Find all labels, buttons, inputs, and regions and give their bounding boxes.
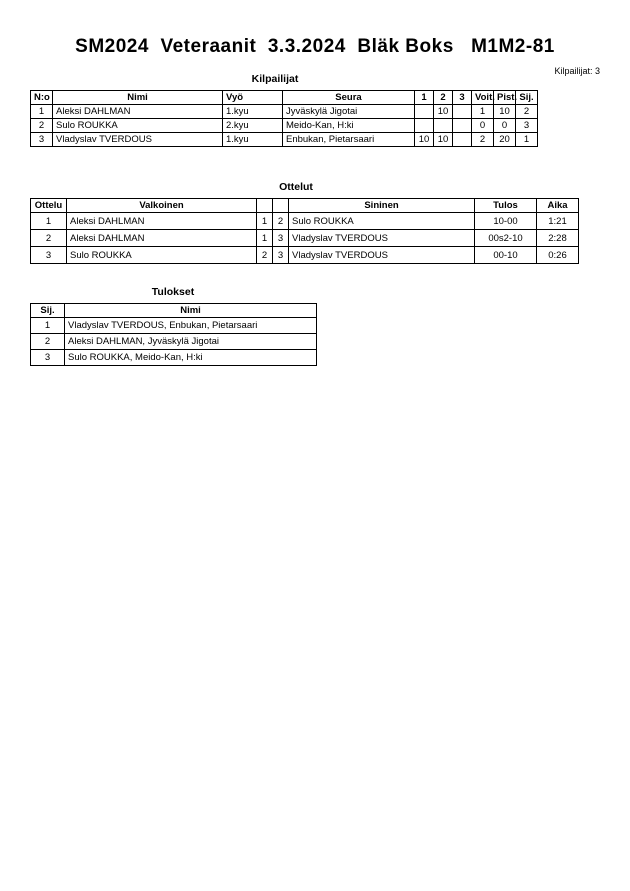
table-header-row <box>31 199 579 213</box>
table-row <box>31 230 579 247</box>
cell-name: Sulo ROUKKA <box>53 119 223 133</box>
cell-match: 3 <box>31 247 67 264</box>
column-header-belt: Vyö <box>223 91 283 105</box>
competitors-section <box>30 73 538 147</box>
results-heading: Tulokset <box>151 286 195 298</box>
column-header-blue-no <box>273 199 289 213</box>
cell-name: Aleksi DAHLMAN <box>53 105 223 119</box>
cell-no: 2 <box>31 119 53 133</box>
cell-points: 20 <box>494 133 516 147</box>
table-row <box>31 334 317 350</box>
cell-belt: 1.kyu <box>223 133 283 147</box>
table-row <box>31 105 538 119</box>
cell-rank: 2 <box>31 334 65 350</box>
matches-heading: Ottelut <box>279 181 313 193</box>
cell-no: 3 <box>31 133 53 147</box>
cell-points: 0 <box>494 119 516 133</box>
cell-points: 10 <box>494 105 516 119</box>
cell-no: 1 <box>31 105 53 119</box>
matches-table <box>30 198 579 264</box>
column-header-match-3: 3 <box>453 91 472 105</box>
cell-white-no: 1 <box>257 230 273 247</box>
competitors-heading: Kilpailijat <box>251 73 299 85</box>
column-header-white: Valkoinen <box>67 199 257 213</box>
cell-match-3 <box>453 105 472 119</box>
cell-match-2 <box>434 119 453 133</box>
cell-rank: 2 <box>516 105 538 119</box>
column-header-name: Nimi <box>65 304 317 318</box>
column-header-wins: Voit. <box>472 91 494 105</box>
column-header-name: Nimi <box>53 91 223 105</box>
column-header-blue: Sininen <box>289 199 475 213</box>
cell-blue-no: 2 <box>273 213 289 230</box>
table-row <box>31 133 538 147</box>
cell-club: Meido-Kan, H:ki <box>283 119 415 133</box>
cell-wins: 1 <box>472 105 494 119</box>
cell-white-no: 2 <box>257 247 273 264</box>
cell-rank: 1 <box>31 318 65 334</box>
cell-belt: 2.kyu <box>223 119 283 133</box>
column-header-rank: Sij. <box>516 91 538 105</box>
cell-time: 1:21 <box>537 213 579 230</box>
cell-white: Sulo ROUKKA <box>67 247 257 264</box>
cell-name: Vladyslav TVERDOUS, Enbukan, Pietarsaari <box>65 318 317 334</box>
cell-result: 00s2-10 <box>475 230 537 247</box>
cell-match: 1 <box>31 213 67 230</box>
cell-result: 00-10 <box>475 247 537 264</box>
matches-section <box>30 181 579 264</box>
column-header-points: Pist. <box>494 91 516 105</box>
table-row <box>31 213 579 230</box>
cell-match-1: 10 <box>415 133 434 147</box>
cell-white-no: 1 <box>257 213 273 230</box>
cell-blue: Vladyslav TVERDOUS <box>289 230 475 247</box>
column-header-rank: Sij. <box>31 304 65 318</box>
table-header-row <box>31 91 538 105</box>
page-title: SM2024 Veteraanit 3.3.2024 Bläk Boks M1M2-81 <box>75 36 555 57</box>
cell-rank: 3 <box>31 350 65 366</box>
column-header-match-2: 2 <box>434 91 453 105</box>
cell-name: Vladyslav TVERDOUS <box>53 133 223 147</box>
cell-blue: Vladyslav TVERDOUS <box>289 247 475 264</box>
competitor-count-label: Kilpailijat: 3 <box>554 66 600 76</box>
competitors-table <box>30 90 538 147</box>
cell-blue-no: 3 <box>273 247 289 264</box>
column-header-match-1: 1 <box>415 91 434 105</box>
column-header-white-no <box>257 199 273 213</box>
column-header-no: N:o <box>31 91 53 105</box>
cell-club: Jyväskylä Jigotai <box>283 105 415 119</box>
cell-result: 10-00 <box>475 213 537 230</box>
column-header-match: Ottelu <box>31 199 67 213</box>
cell-blue-no: 3 <box>273 230 289 247</box>
column-header-result: Tulos <box>475 199 537 213</box>
cell-club: Enbukan, Pietarsaari <box>283 133 415 147</box>
cell-match-3 <box>453 119 472 133</box>
table-header-row <box>31 304 317 318</box>
table-row <box>31 318 317 334</box>
results-table <box>30 303 317 366</box>
cell-wins: 2 <box>472 133 494 147</box>
cell-match-1 <box>415 105 434 119</box>
cell-time: 2:28 <box>537 230 579 247</box>
cell-match-3 <box>453 133 472 147</box>
results-section <box>30 286 317 366</box>
column-header-club: Seura <box>283 91 415 105</box>
cell-match: 2 <box>31 230 67 247</box>
table-row <box>31 247 579 264</box>
cell-rank: 3 <box>516 119 538 133</box>
table-row <box>31 119 538 133</box>
cell-belt: 1.kyu <box>223 105 283 119</box>
cell-match-2: 10 <box>434 105 453 119</box>
cell-white: Aleksi DAHLMAN <box>67 213 257 230</box>
column-header-time: Aika <box>537 199 579 213</box>
cell-wins: 0 <box>472 119 494 133</box>
cell-name: Aleksi DAHLMAN, Jyväskylä Jigotai <box>65 334 317 350</box>
cell-match-2: 10 <box>434 133 453 147</box>
cell-time: 0:26 <box>537 247 579 264</box>
table-row <box>31 350 317 366</box>
cell-name: Sulo ROUKKA, Meido-Kan, H:ki <box>65 350 317 366</box>
cell-white: Aleksi DAHLMAN <box>67 230 257 247</box>
cell-blue: Sulo ROUKKA <box>289 213 475 230</box>
cell-match-1 <box>415 119 434 133</box>
cell-rank: 1 <box>516 133 538 147</box>
